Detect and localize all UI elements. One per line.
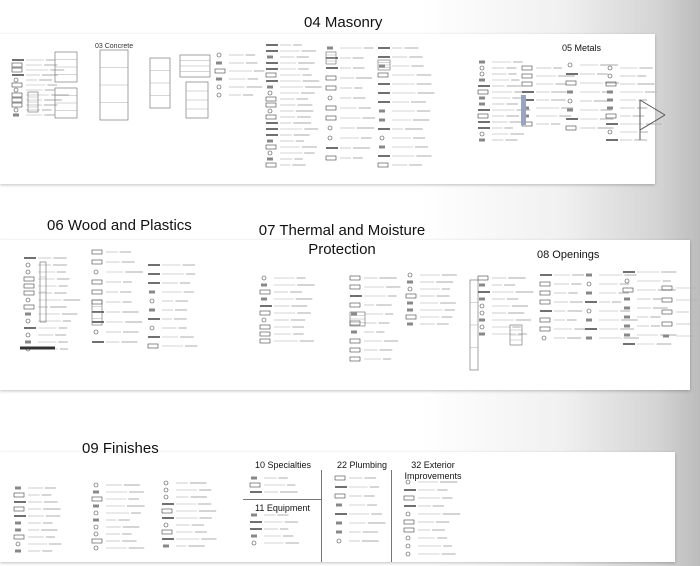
finishes-col1-symbol	[14, 493, 24, 497]
thermal-col1-symbol	[260, 332, 270, 336]
metals-col3-symbol	[567, 109, 573, 112]
finishes-col2-symbol	[94, 525, 98, 529]
metals-col3-symbol	[566, 126, 576, 130]
finishes-col2-symbol	[94, 532, 98, 536]
thermal-col2-symbol	[351, 313, 357, 316]
openings-col4-symbol	[624, 298, 630, 301]
thermal-col2-symbol	[351, 331, 357, 334]
metals-col1-symbol	[479, 97, 485, 100]
concrete-col1-symbol	[12, 68, 22, 72]
masonry-col2-symbol	[326, 106, 336, 110]
finishes-col1-symbol	[15, 487, 21, 490]
wood-col1-symbol	[26, 333, 30, 337]
masonry-col1-symbol	[267, 56, 273, 59]
masonry-col1-symbol	[266, 145, 276, 149]
plumbing-col-symbol	[336, 522, 342, 525]
openings-col4-symbol	[624, 325, 630, 328]
finishes-col1-symbol	[15, 550, 21, 553]
openings-col3-symbol	[586, 337, 592, 340]
masonry-col1-symbol	[267, 158, 273, 161]
wood-col3-symbol	[150, 326, 154, 330]
masonry-col1-symbol	[266, 97, 276, 101]
exterior-col-symbol	[404, 496, 414, 500]
metals-col1-symbol	[479, 103, 485, 106]
exterior-col-symbol	[406, 512, 410, 516]
openings-col1-symbol	[479, 298, 485, 301]
thermal-col1-symbol	[262, 276, 266, 280]
finishes-col1-symbol	[15, 529, 21, 532]
openings-col1-symbol	[479, 319, 485, 322]
openings-col2-symbol	[540, 318, 550, 322]
exterior-title-line2: Improvements	[404, 471, 462, 481]
finishes-title: 09 Finishes	[82, 440, 159, 457]
openings-col4-symbol	[624, 334, 630, 337]
thermal-title-line2: Protection	[308, 241, 376, 258]
specialties-col-symbol	[251, 477, 257, 480]
specialties-title: 10 Specialties	[255, 460, 312, 470]
openings-col3-symbol	[586, 319, 592, 322]
metals-col4-symbol	[606, 114, 616, 118]
thermal-col3-symbol	[408, 287, 412, 291]
wood-col1-symbol	[26, 298, 30, 302]
thermal-col3-symbol	[407, 281, 413, 284]
exterior-col-symbol	[406, 544, 410, 548]
concrete-col1-symbol	[12, 83, 22, 87]
exterior-col-symbol	[406, 552, 410, 556]
thermal-col3-symbol	[406, 294, 416, 298]
metals-title: 05 Metals	[562, 43, 602, 53]
finishes-col2-symbol	[94, 511, 98, 515]
concrete-col1-symbol	[13, 114, 19, 117]
metals-col2-symbol	[522, 82, 532, 86]
metals-col3-symbol	[568, 99, 572, 103]
metals-col2-symbol	[522, 66, 532, 70]
masonry-col1-symbol	[267, 140, 273, 143]
thermal-col2-symbol	[350, 285, 360, 289]
finishes-col1-symbol	[14, 507, 24, 511]
equipment-col-symbol	[252, 541, 256, 545]
finishes-col3-symbol	[164, 488, 168, 492]
finishes-col2-symbol	[93, 505, 99, 508]
wood-col1-symbol	[25, 341, 31, 344]
masonry-col2-symbol	[326, 156, 336, 160]
thermal-col3-symbol	[407, 302, 413, 305]
concrete-col1-symbol	[14, 88, 18, 92]
wood-col1-symbol	[24, 305, 34, 309]
finishes-col3-symbol	[162, 509, 172, 513]
openings-col1-symbol	[479, 333, 485, 336]
finishes-col1-symbol	[16, 542, 20, 546]
concrete-col1-symbol	[12, 93, 22, 97]
openings-col4-symbol	[625, 279, 629, 283]
wood-col1-symbol	[25, 313, 31, 316]
specialties-col-symbol	[250, 483, 260, 487]
concrete-col2-symbol	[216, 78, 222, 81]
masonry-col2-symbol	[326, 116, 336, 120]
thermal-col3-symbol	[406, 315, 416, 319]
wood-col1-symbol	[24, 284, 34, 288]
metals-col4-symbol	[607, 91, 613, 94]
concrete-col1-symbol	[12, 98, 22, 102]
plumbing-col-symbol	[336, 504, 342, 507]
metals-col1-symbol	[479, 139, 485, 142]
openings-col5-symbol	[662, 322, 672, 326]
thermal-col1-symbol	[260, 311, 270, 315]
concrete-col1-symbol	[14, 108, 18, 112]
equipment-col-symbol	[251, 535, 257, 538]
openings-col3-symbol	[586, 274, 592, 277]
finishes-col3-symbol	[164, 495, 168, 499]
openings-col3-symbol	[587, 282, 591, 286]
thermal-col2-symbol	[350, 348, 360, 352]
finishes-col3-symbol	[162, 530, 172, 534]
wood-col3-symbol	[149, 291, 155, 294]
metals-col1-symbol	[478, 90, 488, 94]
finishes-col2-symbol	[92, 497, 102, 501]
wood-col2-symbol	[94, 270, 98, 274]
exterior-col-symbol	[404, 520, 414, 524]
metals-truss	[640, 115, 665, 130]
openings-col4-symbol	[624, 316, 630, 319]
wood-col1-symbol	[24, 291, 34, 295]
masonry-col2-symbol	[326, 86, 336, 90]
thermal-col1-symbol	[261, 298, 267, 301]
thermal-col2-symbol	[350, 339, 360, 343]
masonry-col1-symbol	[266, 115, 276, 119]
finishes-col3-symbol	[163, 545, 169, 548]
plumbing-col-symbol	[337, 539, 341, 543]
metals-col2-symbol	[522, 74, 532, 78]
wood-col2-symbol	[92, 290, 102, 294]
metals-col1-symbol	[479, 79, 485, 82]
masonry-col2-symbol	[328, 96, 332, 100]
metals-col4-symbol	[608, 74, 612, 78]
metals-col3-symbol	[566, 81, 576, 85]
thermal-col2-symbol	[350, 321, 360, 325]
masonry-col3-symbol	[380, 136, 384, 140]
thermal-col1-symbol	[260, 290, 270, 294]
metals-col1-symbol	[480, 72, 484, 76]
wood-col2-symbol	[92, 280, 102, 284]
thermal-col3-symbol	[407, 323, 413, 326]
masonry-col3-symbol	[378, 163, 388, 167]
concrete-col2-symbol	[215, 69, 225, 73]
thermal-col1-symbol	[261, 284, 267, 287]
equipment-col-symbol	[251, 514, 257, 517]
masonry-col1-symbol	[266, 73, 276, 77]
masonry-col3-symbol	[379, 119, 385, 122]
concrete-col1-symbol	[12, 103, 22, 107]
plumbing-title: 22 Plumbing	[337, 460, 388, 470]
thermal-col2-symbol	[350, 276, 360, 280]
metals-col1-symbol	[480, 132, 484, 136]
wood-col1-symbol	[26, 319, 30, 323]
masonry-col1-symbol	[267, 86, 273, 89]
wood-title: 06 Wood and Plastics	[47, 217, 192, 234]
finishes-col2-symbol	[93, 519, 99, 522]
thermal-title-line1: 07 Thermal and Moisture	[258, 222, 426, 239]
masonry-col1-symbol	[268, 91, 272, 95]
masonry-col2-symbol	[328, 126, 332, 130]
equipment-title: 11 Equipment	[255, 503, 310, 513]
openings-col4-symbol	[624, 307, 630, 310]
openings-col1-symbol	[480, 304, 484, 308]
masonry-col3-symbol	[378, 73, 388, 77]
finishes-col3-symbol	[164, 481, 168, 485]
metals-col4-symbol	[607, 99, 613, 102]
metals-column-detail	[521, 95, 526, 125]
masonry-title: 04 Masonry	[304, 14, 383, 31]
openings-col3-symbol	[587, 309, 591, 313]
thermal-col1-symbol	[262, 318, 266, 322]
concrete-col2-symbol	[217, 85, 221, 89]
openings-col2-symbol	[540, 300, 550, 304]
openings-col3-symbol	[586, 292, 592, 295]
masonry-col3-symbol	[379, 146, 385, 149]
thermal-col1-symbol	[260, 325, 270, 329]
exterior-col-symbol	[406, 536, 410, 540]
masonry-col3-symbol	[379, 110, 385, 113]
metals-col4-symbol	[607, 107, 613, 110]
wood-col1-symbol	[24, 277, 34, 281]
finishes-col1-symbol	[15, 522, 21, 525]
openings-col4-symbol	[623, 288, 633, 292]
wood-col2-symbol	[92, 300, 102, 304]
plumbing-col-symbol	[335, 494, 345, 498]
concrete-col1-symbol	[14, 78, 18, 82]
metals-col1-symbol	[479, 61, 485, 64]
openings-col1-symbol	[479, 284, 485, 287]
openings-col5-symbol	[662, 310, 672, 314]
finishes-col2-symbol	[92, 539, 102, 543]
thermal-col3-symbol	[407, 309, 413, 312]
openings-col1-symbol	[480, 325, 484, 329]
thermal-col1-symbol	[260, 339, 270, 343]
wood-col1-symbol	[26, 263, 30, 267]
concrete-col1-symbol	[12, 63, 22, 67]
openings-title: 08 Openings	[537, 249, 600, 261]
concrete-title: 03 Concrete	[95, 43, 134, 50]
exterior-title-line1: 32 Exterior	[411, 460, 455, 470]
masonry-col1-symbol	[266, 103, 276, 107]
metals-col4-symbol	[608, 66, 612, 70]
wood-col3-symbol	[150, 299, 154, 303]
metals-col4-symbol	[608, 130, 612, 134]
masonry-col2-symbol	[328, 136, 332, 140]
concrete-col2-symbol	[217, 93, 221, 97]
metals-col1-symbol	[480, 66, 484, 70]
metals-col3-symbol	[567, 91, 573, 94]
plumbing-col-symbol	[336, 531, 342, 534]
masonry-col2-symbol	[326, 76, 336, 80]
finishes-col2-symbol	[94, 546, 98, 550]
wood-col3-symbol	[149, 309, 155, 312]
wood-col3-symbol	[148, 344, 158, 348]
exterior-col-symbol	[406, 480, 410, 484]
concrete-col2-symbol	[216, 62, 222, 65]
wood-col2-symbol	[92, 260, 102, 264]
finishes-col2-symbol	[94, 483, 98, 487]
thermal-col2-symbol	[350, 357, 360, 361]
metals-col3-symbol	[568, 63, 572, 67]
openings-col2-symbol	[540, 291, 550, 295]
openings-col1-symbol	[478, 276, 488, 280]
openings-col1-symbol	[480, 311, 484, 315]
wood-col1-symbol	[26, 270, 30, 274]
masonry-col1-symbol	[268, 151, 272, 155]
finishes-col2-symbol	[93, 491, 99, 494]
concrete-col2-symbol	[217, 53, 221, 57]
openings-col2-symbol	[540, 327, 550, 331]
masonry-col1-symbol	[266, 163, 276, 167]
wood-col2-symbol	[92, 250, 102, 254]
masonry-col1-symbol	[268, 109, 272, 113]
metals-col1-symbol	[478, 114, 488, 118]
plumbing-col-symbol	[335, 476, 345, 480]
openings-col5-symbol	[663, 335, 669, 338]
wood-col2-symbol	[94, 330, 98, 334]
finishes-col1-symbol	[14, 535, 24, 539]
masonry-col2-symbol	[327, 47, 333, 50]
thermal-col2-symbol	[350, 303, 360, 307]
openings-col2-symbol	[540, 282, 550, 286]
thermal-col3-symbol	[408, 273, 412, 277]
openings-col2-symbol	[542, 336, 546, 340]
finishes-col3-symbol	[164, 523, 168, 527]
exterior-col-symbol	[404, 528, 414, 532]
openings-col5-symbol	[662, 298, 672, 302]
